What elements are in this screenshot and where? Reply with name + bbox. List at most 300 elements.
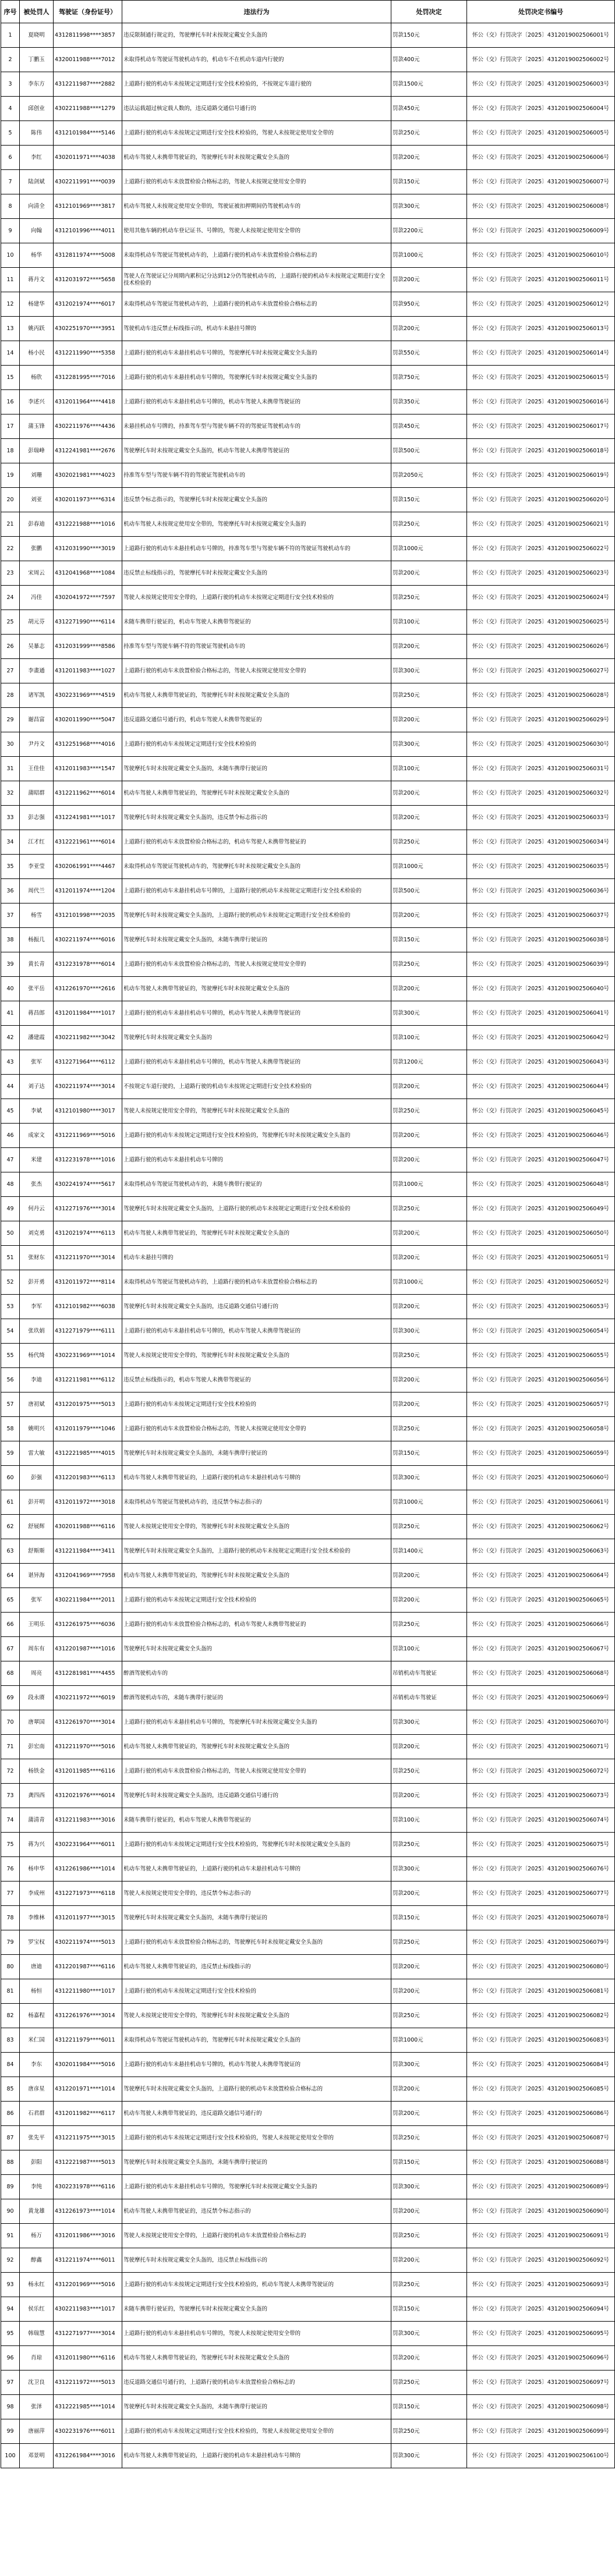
cell-violation: 上道路行驶的机动车未悬挂机动车号牌的，机动车驾驶人未携带驾驶证的 bbox=[122, 1050, 391, 1075]
cell-name: 李维林 bbox=[20, 1906, 54, 1930]
cell-license: 4302231969****1014 bbox=[54, 1344, 122, 1368]
cell-penalty: 罚款150元 bbox=[391, 1441, 467, 1466]
cell-violation: 醉酒驾驶机动车的，未随车携带行驶证的 bbox=[122, 1686, 391, 1710]
cell-name: 米仁国 bbox=[20, 2028, 54, 2053]
cell-no: 66 bbox=[1, 1613, 20, 1637]
cell-penalty: 罚款100元 bbox=[391, 1808, 467, 1833]
cell-license: 4302011984****5016 bbox=[54, 2053, 122, 2077]
cell-violation: 未取得机动车驾驶证驾驶机动车的，上道路行驶的机动车未放置检验合格标志的 bbox=[122, 292, 391, 317]
cell-no: 72 bbox=[1, 1759, 20, 1784]
cell-name: 杨建华 bbox=[20, 292, 54, 317]
cell-no: 26 bbox=[1, 635, 20, 659]
cell-name: 雷大敏 bbox=[20, 1441, 54, 1466]
cell-penalty: 罚款150元 bbox=[391, 1906, 467, 1930]
cell-violation: 上道路行驶的机动车未悬挂机动车号牌的，驾驶人未按规定使用安全带的 bbox=[122, 2322, 391, 2346]
cell-name: 向清全 bbox=[20, 194, 54, 219]
cell-license: 4312011964****4418 bbox=[54, 390, 122, 414]
cell-doc: 怀公（交）行罚决字〔2025〕4312019002506066号 bbox=[467, 1613, 615, 1637]
cell-license: 4312011980****6116 bbox=[54, 2346, 122, 2371]
cell-license: 4312201971****1014 bbox=[54, 2077, 122, 2102]
cell-license: 4302241974****5617 bbox=[54, 1172, 122, 1197]
cell-no: 19 bbox=[1, 463, 20, 488]
cell-penalty: 罚款300元 bbox=[391, 2053, 467, 2077]
cell-no: 84 bbox=[1, 2053, 20, 2077]
cell-license: 4312221961****6014 bbox=[54, 830, 122, 855]
table-row bbox=[1, 683, 615, 708]
cell-license: 4312811998****3857 bbox=[54, 23, 122, 48]
cell-no: 12 bbox=[1, 292, 20, 317]
cell-doc: 怀公（交）行罚决字〔2025〕4312019002506038号 bbox=[467, 928, 615, 952]
cell-license: 4312211979****6011 bbox=[54, 2028, 122, 2053]
cell-penalty: 罚款950元 bbox=[391, 292, 467, 317]
cell-doc: 怀公（交）行罚决字〔2025〕4312019002506014号 bbox=[467, 341, 615, 366]
cell-doc: 怀公（交）行罚决字〔2025〕4312019002506098号 bbox=[467, 2395, 615, 2419]
cell-violation: 机动车驾驶人未携带驾驶证的，违反道路交通信号通行的 bbox=[122, 2102, 391, 2126]
cell-violation: 机动车驾驶人未携带驾驶证的，驾驶摩托车时未按规定戴安全头盔的 bbox=[122, 1735, 391, 1759]
cell-violation: 未随车携带行驶证的，驾驶摩托车时未按规定戴安全头盔的 bbox=[122, 2297, 391, 2322]
table-row bbox=[1, 1833, 615, 1857]
cell-doc: 怀公（交）行罚决字〔2025〕4312019002506097号 bbox=[467, 2371, 615, 2395]
cell-no: 3 bbox=[1, 72, 20, 97]
cell-doc: 怀公（交）行罚决字〔2025〕4312019002506085号 bbox=[467, 2077, 615, 2102]
cell-violation: 未取得机动车驾驶证驾驶机动车的，驾驶摩托车时未按规定戴安全头盔的 bbox=[122, 2028, 391, 2053]
cell-license: 4312101996****4011 bbox=[54, 219, 122, 243]
cell-violation: 驾驶摩托车时未按规定戴安全头盔的，违反禁令标志指示的 bbox=[122, 806, 391, 830]
cell-violation: 上道路行驶的机动车未悬挂机动车号牌的，机动车驾驶人未携带驾驶证的 bbox=[122, 2053, 391, 2077]
cell-no: 80 bbox=[1, 1955, 20, 1979]
cell-name: 张杰 bbox=[20, 1172, 54, 1197]
cell-name: 李斌 bbox=[20, 1099, 54, 1124]
table-row bbox=[1, 2346, 615, 2371]
cell-violation: 机动车驾驶人未携带驾驶证的，违反禁令标志指示的 bbox=[122, 2199, 391, 2224]
cell-license: 4312261975****6036 bbox=[54, 1613, 122, 1637]
cell-doc: 怀公（交）行罚决字〔2025〕4312019002506043号 bbox=[467, 1050, 615, 1075]
cell-doc: 怀公（交）行罚决字〔2025〕4312019002506019号 bbox=[467, 463, 615, 488]
cell-doc: 怀公（交）行罚决字〔2025〕4312019002506088号 bbox=[467, 2150, 615, 2175]
cell-penalty: 罚款200元 bbox=[391, 1368, 467, 1392]
cell-name: 罗宝权 bbox=[20, 1930, 54, 1955]
table-row bbox=[1, 1661, 615, 1686]
cell-doc: 怀公（交）行罚决字〔2025〕4312019002506089号 bbox=[467, 2175, 615, 2199]
cell-doc: 怀公（交）行罚决字〔2025〕4312019002506091号 bbox=[467, 2224, 615, 2248]
cell-license: 4312011983****1547 bbox=[54, 757, 122, 781]
cell-penalty: 罚款200元 bbox=[391, 1246, 467, 1270]
table-row bbox=[1, 1075, 615, 1099]
cell-violation: 上道路行驶的机动车未按规定定期进行安全技术检验的，驾驶人未按规定使用安全带的 bbox=[122, 2419, 391, 2444]
cell-doc: 怀公（交）行罚决字〔2025〕4312019002506020号 bbox=[467, 488, 615, 512]
cell-violation: 驾驶摩托车时未按规定戴安全头盔的，未随车携带行驶证的 bbox=[122, 1906, 391, 1930]
cell-no: 5 bbox=[1, 121, 20, 146]
cell-penalty: 罚款200元 bbox=[391, 1075, 467, 1099]
cell-doc: 怀公（交）行罚决字〔2025〕4312019002506092号 bbox=[467, 2248, 615, 2273]
cell-penalty: 罚款250元 bbox=[391, 1344, 467, 1368]
cell-name: 邱创业 bbox=[20, 97, 54, 121]
cell-license: 4312201987****1016 bbox=[54, 1637, 122, 1661]
table-row bbox=[1, 659, 615, 683]
cell-license: 4312271976****3014 bbox=[54, 1197, 122, 1221]
cell-license: 4302231978****6116 bbox=[54, 2175, 122, 2199]
cell-name: 冯佳 bbox=[20, 586, 54, 610]
cell-penalty: 罚款150元 bbox=[391, 2150, 467, 2175]
cell-no: 8 bbox=[1, 194, 20, 219]
cell-violation: 未取得机动车驾驶证驾驶机动车的，上道路行驶的机动车未放置检验合格标志的 bbox=[122, 243, 391, 268]
cell-license: 4312281995****7016 bbox=[54, 366, 122, 390]
cell-no: 29 bbox=[1, 708, 20, 732]
cell-name: 胡元芬 bbox=[20, 610, 54, 635]
table-row bbox=[1, 1710, 615, 1735]
cell-name: 王明乐 bbox=[20, 1613, 54, 1637]
cell-license: 4312101984****5146 bbox=[54, 121, 122, 146]
cell-license: 4312211980****1017 bbox=[54, 1979, 122, 2004]
cell-violation: 上道路行驶的机动车未悬挂机动车号牌的，驾驶摩托车时未按规定戴安全头盔的 bbox=[122, 366, 391, 390]
cell-no: 69 bbox=[1, 1686, 20, 1710]
table-row bbox=[1, 414, 615, 439]
cell-no: 23 bbox=[1, 561, 20, 586]
table-row bbox=[1, 1808, 615, 1833]
table-row bbox=[1, 194, 615, 219]
cell-license: 4312011985****6116 bbox=[54, 1759, 122, 1784]
cell-penalty: 罚款200元 bbox=[391, 1564, 467, 1588]
cell-name: 蒲清青 bbox=[20, 1808, 54, 1833]
cell-penalty: 罚款400元 bbox=[391, 48, 467, 72]
cell-license: 4302251970****3951 bbox=[54, 317, 122, 341]
cell-violation: 驾驶摩托车时未按规定戴安全头盔的，未随车携带行驶证的 bbox=[122, 757, 391, 781]
cell-doc: 怀公（交）行罚决字〔2025〕4312019002506026号 bbox=[467, 635, 615, 659]
cell-doc: 怀公（交）行罚决字〔2025〕4312019002506015号 bbox=[467, 366, 615, 390]
cell-penalty: 罚款300元 bbox=[391, 2444, 467, 2468]
cell-doc: 怀公（交）行罚决字〔2025〕4312019002506059号 bbox=[467, 1441, 615, 1466]
cell-penalty: 罚款150元 bbox=[391, 2395, 467, 2419]
cell-name: 蒲昭群 bbox=[20, 781, 54, 806]
cell-penalty: 罚款200元 bbox=[391, 268, 467, 292]
cell-violation: 上道路行驶的机动车未放置检验合格标志的，驾驶人未按规定使用安全带的 bbox=[122, 170, 391, 194]
cell-no: 97 bbox=[1, 2371, 20, 2395]
cell-penalty: 罚款250元 bbox=[391, 121, 467, 146]
cell-no: 4 bbox=[1, 97, 20, 121]
cell-name: 黄龙雄 bbox=[20, 2199, 54, 2224]
cell-no: 18 bbox=[1, 439, 20, 463]
cell-violation: 驾驶人未按规定使用安全带的，驾驶摩托车时未按规定戴安全头盔的 bbox=[122, 2004, 391, 2028]
cell-license: 4312011986****3016 bbox=[54, 2224, 122, 2248]
table-row bbox=[1, 2199, 615, 2224]
cell-no: 81 bbox=[1, 1979, 20, 2004]
cell-violation: 上道路行驶的机动车未按规定定期进行安全技术检验的，机动车驾驶人未携带驾驶证的 bbox=[122, 2273, 391, 2297]
cell-license: 4312211970****5016 bbox=[54, 1735, 122, 1759]
table-row bbox=[1, 2371, 615, 2395]
cell-violation: 驾驶摩托车时未按规定戴安全头盔的，上道路行驶的机动车未按规定定期进行安全技术检验的 bbox=[122, 1539, 391, 1564]
cell-violation: 未取得机动车驾驶证驾驶机动车的，未随车携带行驶证的 bbox=[122, 1172, 391, 1197]
col-header-name: 被处罚人 bbox=[20, 1, 54, 23]
cell-no: 68 bbox=[1, 1661, 20, 1686]
cell-name: 周代兰 bbox=[20, 879, 54, 903]
cell-violation: 机动车驾驶人未按规定使用安全带的，驾驶证被扣押期间仍驾驶机动车的 bbox=[122, 194, 391, 219]
cell-no: 95 bbox=[1, 2322, 20, 2346]
cell-penalty: 罚款450元 bbox=[391, 97, 467, 121]
cell-name: 彭春迪 bbox=[20, 512, 54, 537]
col-header-license: 驾驶证（身份证号） bbox=[54, 1, 122, 23]
cell-license: 4302011988****6116 bbox=[54, 1515, 122, 1539]
cell-license: 4302061991****4467 bbox=[54, 855, 122, 879]
cell-violation: 驾驶摩托车时未按规定戴安全头盔的，违反禁止标线指示的 bbox=[122, 2248, 391, 2273]
cell-no: 25 bbox=[1, 610, 20, 635]
cell-no: 2 bbox=[1, 48, 20, 72]
cell-license: 4312211970****3014 bbox=[54, 1246, 122, 1270]
cell-violation: 上道路行驶的机动车未悬挂机动车号牌的，机动车驾驶人未携带驾驶证的 bbox=[122, 390, 391, 414]
cell-name: 尹丹文 bbox=[20, 732, 54, 757]
cell-name: 姚明兴 bbox=[20, 1417, 54, 1441]
cell-violation: 机动车驾驶人未按规定使用安全带的，驾驶摩托车时未按规定戴安全头盔的 bbox=[122, 512, 391, 537]
cell-doc: 怀公（交）行罚决字〔2025〕4312019002506052号 bbox=[467, 1270, 615, 1295]
cell-penalty: 罚款1000元 bbox=[391, 855, 467, 879]
cell-name: 杨代绮 bbox=[20, 1344, 54, 1368]
cell-no: 87 bbox=[1, 2126, 20, 2150]
cell-no: 93 bbox=[1, 2273, 20, 2297]
cell-penalty: 罚款300元 bbox=[391, 732, 467, 757]
cell-license: 4312271979****6111 bbox=[54, 1319, 122, 1344]
cell-no: 39 bbox=[1, 952, 20, 977]
cell-penalty: 罚款200元 bbox=[391, 561, 467, 586]
cell-violation: 违反限制通行规定的，驾驶摩托车时未按规定戴安全头盔的 bbox=[122, 23, 391, 48]
cell-name: 韩瑞慧 bbox=[20, 2322, 54, 2346]
cell-penalty: 罚款500元 bbox=[391, 879, 467, 903]
cell-name: 龚四西 bbox=[20, 1784, 54, 1808]
cell-no: 98 bbox=[1, 2395, 20, 2419]
cell-penalty: 罚款1200元 bbox=[391, 1050, 467, 1075]
cell-penalty: 罚款250元 bbox=[391, 2224, 467, 2248]
table-row bbox=[1, 1197, 615, 1221]
cell-doc: 怀公（交）行罚决字〔2025〕4312019002506074号 bbox=[467, 1808, 615, 1833]
cell-penalty: 罚款250元 bbox=[391, 1417, 467, 1441]
cell-license: 4312011984****1017 bbox=[54, 1001, 122, 1026]
cell-license: 4312101982****6038 bbox=[54, 1295, 122, 1319]
cell-doc: 怀公（交）行罚决字〔2025〕4312019002506017号 bbox=[467, 414, 615, 439]
cell-violation: 醉酒驾驶机动车的 bbox=[122, 1661, 391, 1686]
cell-doc: 怀公（交）行罚决字〔2025〕4312019002506099号 bbox=[467, 2419, 615, 2444]
cell-no: 63 bbox=[1, 1539, 20, 1564]
cell-violation: 驾驶摩托车时未按规定戴安全头盔的，未随车携带行驶证的 bbox=[122, 2395, 391, 2419]
table-row bbox=[1, 1539, 615, 1564]
cell-violation: 驾驶摩托车时未按规定戴安全头盔的 bbox=[122, 1026, 391, 1050]
cell-violation: 机动车驾驶人未携带驾驶证的，驾驶摩托车时未按规定戴安全头盔的 bbox=[122, 1564, 391, 1588]
cell-name: 李述兴 bbox=[20, 390, 54, 414]
cell-doc: 怀公（交）行罚决字〔2025〕4312019002506032号 bbox=[467, 781, 615, 806]
cell-no: 59 bbox=[1, 1441, 20, 1466]
table-row bbox=[1, 1172, 615, 1197]
cell-name: 张军 bbox=[20, 1588, 54, 1613]
table-row bbox=[1, 757, 615, 781]
cell-no: 45 bbox=[1, 1099, 20, 1124]
cell-no: 41 bbox=[1, 1001, 20, 1026]
cell-doc: 怀公（交）行罚决字〔2025〕4312019002506044号 bbox=[467, 1075, 615, 1099]
cell-name: 向翰 bbox=[20, 219, 54, 243]
cell-penalty: 罚款250元 bbox=[391, 683, 467, 708]
table-row bbox=[1, 1392, 615, 1417]
table-row bbox=[1, 806, 615, 830]
cell-license: 4302211974****5013 bbox=[54, 1930, 122, 1955]
cell-doc: 怀公（交）行罚决字〔2025〕4312019002506070号 bbox=[467, 1710, 615, 1735]
cell-license: 4312021974****6017 bbox=[54, 292, 122, 317]
cell-no: 52 bbox=[1, 1270, 20, 1295]
cell-no: 31 bbox=[1, 757, 20, 781]
cell-no: 28 bbox=[1, 683, 20, 708]
cell-license: 4312011972****3018 bbox=[54, 1490, 122, 1515]
cell-doc: 怀公（交）行罚决字〔2025〕4312019002506041号 bbox=[467, 1001, 615, 1026]
table-row bbox=[1, 243, 615, 268]
table-row bbox=[1, 2150, 615, 2175]
cell-penalty: 罚款100元 bbox=[391, 1026, 467, 1050]
cell-penalty: 罚款250元 bbox=[391, 2371, 467, 2395]
cell-violation: 上道路行驶的机动车未按规定定期进行安全技术检验的，驾驶人未按规定使用安全带的 bbox=[122, 121, 391, 146]
cell-violation: 驾驶摩托车时未按规定戴安全头盔的，违反道路交通信号通行的 bbox=[122, 1295, 391, 1319]
table-row bbox=[1, 2175, 615, 2199]
cell-doc: 怀公（交）行罚决字〔2025〕4312019002506094号 bbox=[467, 2297, 615, 2322]
cell-name: 吴暴志 bbox=[20, 635, 54, 659]
table-row bbox=[1, 268, 615, 292]
cell-doc: 怀公（交）行罚决字〔2025〕4312019002506079号 bbox=[467, 1930, 615, 1955]
cell-doc: 怀公（交）行罚决字〔2025〕4312019002506034号 bbox=[467, 830, 615, 855]
cell-no: 96 bbox=[1, 2346, 20, 2371]
cell-no: 94 bbox=[1, 2297, 20, 2322]
cell-violation: 上道路行驶的机动车未放置检验合格标志的，驾驶人未按规定使用安全带的 bbox=[122, 1417, 391, 1441]
cell-penalty: 罚款300元 bbox=[391, 2322, 467, 2346]
cell-doc: 怀公（交）行罚决字〔2025〕4312019002506069号 bbox=[467, 1686, 615, 1710]
table-row bbox=[1, 512, 615, 537]
cell-name: 李亚莹 bbox=[20, 855, 54, 879]
cell-violation: 机动车驾驶人未携带驾驶证的，上道路行驶的机动车未悬挂机动车号牌的 bbox=[122, 1466, 391, 1490]
cell-penalty: 罚款300元 bbox=[391, 1710, 467, 1735]
cell-name: 张平岳 bbox=[20, 977, 54, 1001]
cell-violation: 驾驶人未按规定使用安全带的，上道路行驶的机动车未放置检验合格标志的 bbox=[122, 2224, 391, 2248]
cell-doc: 怀公（交）行罚决字〔2025〕4312019002506058号 bbox=[467, 1417, 615, 1441]
table-row bbox=[1, 708, 615, 732]
cell-name: 李红 bbox=[20, 146, 54, 170]
table-row bbox=[1, 219, 615, 243]
cell-license: 4312221985****1014 bbox=[54, 2395, 122, 2419]
cell-license: 4302011971****4038 bbox=[54, 146, 122, 170]
cell-doc: 怀公（交）行罚决字〔2025〕4312019002506076号 bbox=[467, 1857, 615, 1881]
cell-license: 4302211972****6019 bbox=[54, 1686, 122, 1710]
table-row bbox=[1, 2297, 615, 2322]
cell-penalty: 罚款250元 bbox=[391, 2273, 467, 2297]
cell-violation: 驾驶机动车违反禁止标线指示的，机动车未悬挂号牌的 bbox=[122, 317, 391, 341]
cell-license: 4312201987****6116 bbox=[54, 1955, 122, 1979]
cell-license: 4312211981****6112 bbox=[54, 1368, 122, 1392]
cell-doc: 怀公（交）行罚决字〔2025〕4312019002506002号 bbox=[467, 48, 615, 72]
cell-name: 唐迪 bbox=[20, 1955, 54, 1979]
table-row bbox=[1, 2273, 615, 2297]
cell-doc: 怀公（交）行罚决字〔2025〕4312019002506027号 bbox=[467, 659, 615, 683]
cell-no: 83 bbox=[1, 2028, 20, 2053]
cell-no: 86 bbox=[1, 2102, 20, 2126]
cell-no: 51 bbox=[1, 1246, 20, 1270]
cell-doc: 怀公（交）行罚决字〔2025〕4312019002506086号 bbox=[467, 2102, 615, 2126]
cell-doc: 怀公（交）行罚决字〔2025〕4312019002506061号 bbox=[467, 1490, 615, 1515]
cell-license: 4312031999****8586 bbox=[54, 635, 122, 659]
cell-doc: 怀公（交）行罚决字〔2025〕4312019002506018号 bbox=[467, 439, 615, 463]
cell-no: 67 bbox=[1, 1637, 20, 1661]
cell-violation: 上道路行驶的机动车未按规定定期进行安全技术检验的，驾驶人未按规定使用安全带的 bbox=[122, 2126, 391, 2150]
cell-name: 刘子达 bbox=[20, 1075, 54, 1099]
table-row bbox=[1, 1490, 615, 1515]
cell-violation: 上道路行驶的机动车未放置检验合格标志的，驾驶摩托车时未按规定戴安全头盔的 bbox=[122, 1930, 391, 1955]
cell-name: 李迪 bbox=[20, 1368, 54, 1392]
table-row bbox=[1, 2077, 615, 2102]
cell-name: 潘建霞 bbox=[20, 1026, 54, 1050]
cell-no: 43 bbox=[1, 1050, 20, 1075]
cell-license: 4312261984****3016 bbox=[54, 2444, 122, 2468]
cell-name: 周东有 bbox=[20, 1637, 54, 1661]
cell-doc: 怀公（交）行罚决字〔2025〕4312019002506090号 bbox=[467, 2199, 615, 2224]
cell-violation: 上道路行驶的机动车未按规定定期进行安全技术检验的 bbox=[122, 732, 391, 757]
cell-penalty: 罚款250元 bbox=[391, 2419, 467, 2444]
cell-name: 刘克勇 bbox=[20, 1221, 54, 1246]
cell-no: 57 bbox=[1, 1392, 20, 1417]
cell-doc: 怀公（交）行罚决字〔2025〕4312019002506100号 bbox=[467, 2444, 615, 2468]
cell-violation: 违反禁止标线指示的，机动车驾驶人未携带驾驶证的 bbox=[122, 1368, 391, 1392]
table-row bbox=[1, 1784, 615, 1808]
cell-violation: 上道路行驶的机动车未按规定定期进行安全技术检验的，驾驶摩托车时未按规定戴安全头盔的 bbox=[122, 1833, 391, 1857]
cell-penalty: 罚款300元 bbox=[391, 194, 467, 219]
col-header-no: 序号 bbox=[1, 1, 20, 23]
cell-license: 4312211975****3015 bbox=[54, 2126, 122, 2150]
table-row bbox=[1, 341, 615, 366]
cell-penalty: 罚款200元 bbox=[391, 317, 467, 341]
cell-name: 唐翠国 bbox=[20, 1710, 54, 1735]
cell-name: 杨万 bbox=[20, 2224, 54, 2248]
cell-license: 4312201983****6113 bbox=[54, 1466, 122, 1490]
cell-license: 4312271977****3014 bbox=[54, 2322, 122, 2346]
cell-no: 99 bbox=[1, 2419, 20, 2444]
cell-no: 76 bbox=[1, 1857, 20, 1881]
cell-license: 4312261970****3014 bbox=[54, 1710, 122, 1735]
cell-violation: 驾驶人未按规定使用安全带的，违反禁令标志指示的 bbox=[122, 1881, 391, 1906]
cell-violation: 上道路行驶的机动车未放置检验合格标志的，驾驶人未按规定使用安全带的 bbox=[122, 1759, 391, 1784]
cell-license: 4312281981****4455 bbox=[54, 1661, 122, 1686]
table-header-row bbox=[1, 1, 615, 23]
cell-penalty: 罚款250元 bbox=[391, 830, 467, 855]
table-row bbox=[1, 488, 615, 512]
cell-penalty: 罚款200元 bbox=[391, 2077, 467, 2102]
cell-name: 张鹏 bbox=[20, 537, 54, 561]
cell-doc: 怀公（交）行罚决字〔2025〕4312019002506078号 bbox=[467, 1906, 615, 1930]
table-row bbox=[1, 1686, 615, 1710]
cell-name: 张先平 bbox=[20, 2126, 54, 2150]
cell-violation: 机动车驾驶人未携带驾驶证的，上道路行驶的机动车未悬挂机动车号牌的 bbox=[122, 2444, 391, 2468]
cell-name: 杨恒 bbox=[20, 1979, 54, 2004]
cell-penalty: 罚款150元 bbox=[391, 488, 467, 512]
cell-license: 4312221987****5013 bbox=[54, 2150, 122, 2175]
cell-license: 4312041969****7958 bbox=[54, 1564, 122, 1588]
table-row bbox=[1, 952, 615, 977]
cell-name: 彭阳 bbox=[20, 2150, 54, 2175]
table-row bbox=[1, 1001, 615, 1026]
cell-no: 32 bbox=[1, 781, 20, 806]
cell-violation: 违反道路交通信号通行的，上道路行驶的机动车未放置检验合格标志的 bbox=[122, 2371, 391, 2395]
cell-name: 沈卫良 bbox=[20, 2371, 54, 2395]
cell-penalty: 罚款200元 bbox=[391, 1221, 467, 1246]
cell-name: 杨嘉程 bbox=[20, 2004, 54, 2028]
cell-doc: 怀公（交）行罚决字〔2025〕4312019002506054号 bbox=[467, 1319, 615, 1344]
table-row bbox=[1, 1221, 615, 1246]
table-row bbox=[1, 1148, 615, 1172]
cell-no: 58 bbox=[1, 1417, 20, 1441]
cell-violation: 上道路行驶的机动车未放置检验合格标志的，机动车驾驶人未携带驾驶证的 bbox=[122, 1613, 391, 1637]
table-row bbox=[1, 1735, 615, 1759]
cell-name: 彭开明 bbox=[20, 1490, 54, 1515]
table-row bbox=[1, 1124, 615, 1148]
cell-license: 4312031972****5658 bbox=[54, 268, 122, 292]
cell-doc: 怀公（交）行罚决字〔2025〕4312019002506095号 bbox=[467, 2322, 615, 2346]
